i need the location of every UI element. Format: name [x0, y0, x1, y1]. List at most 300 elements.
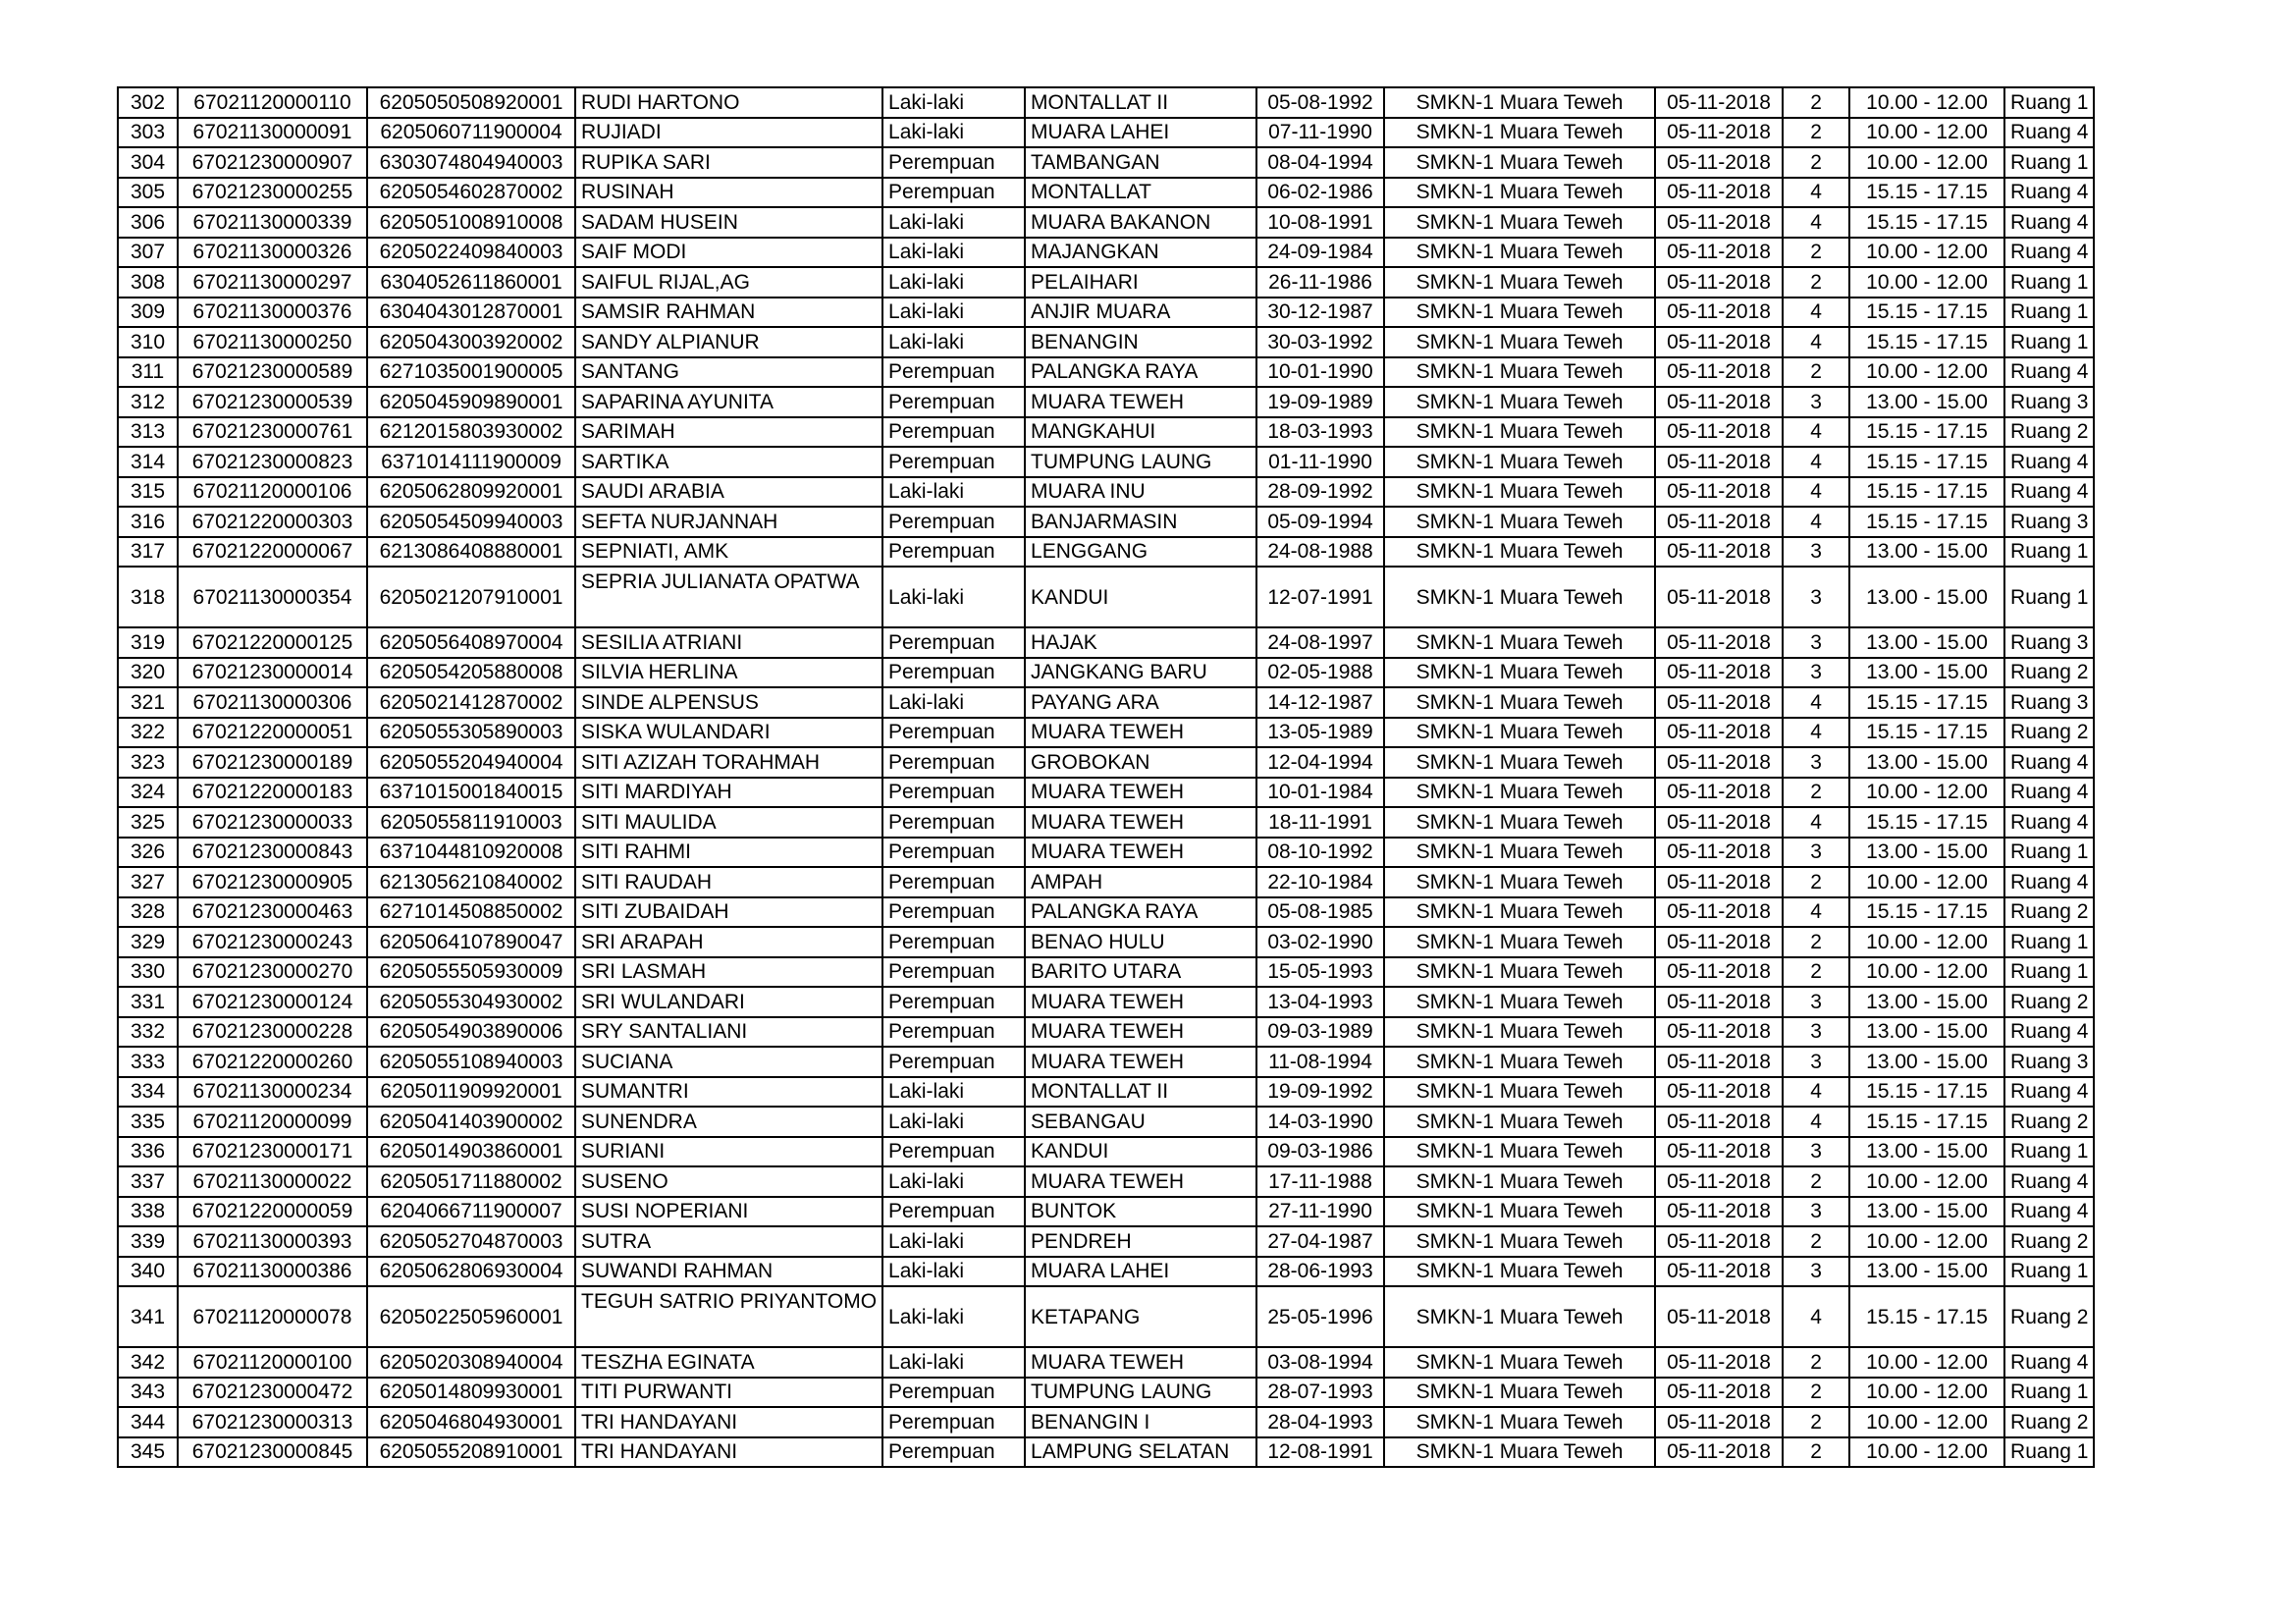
session-time-cell: 15.15 - 17.15: [1849, 507, 2004, 537]
participant-number-cell: 67021130000326: [178, 238, 367, 268]
participant-name-cell: SEFTA NURJANNAH: [575, 507, 882, 537]
row-number-cell: 326: [118, 838, 178, 868]
birth-place-cell: PAYANG ARA: [1025, 687, 1256, 718]
exam-date-cell: 05-11-2018: [1655, 747, 1783, 778]
participant-name-cell: SITI RAUDAH: [575, 867, 882, 897]
session-cell: 2: [1783, 1407, 1849, 1437]
row-number-cell: 324: [118, 778, 178, 808]
room-cell: Ruang 4: [2004, 477, 2094, 508]
row-number-cell: 336: [118, 1137, 178, 1167]
birth-date-cell: 02-05-1988: [1256, 658, 1384, 688]
birth-date-cell: 13-05-1989: [1256, 718, 1384, 748]
exam-date-cell: 05-11-2018: [1655, 1378, 1783, 1408]
table-row: [118, 778, 2094, 808]
row-number-cell: 315: [118, 477, 178, 508]
session-cell: 3: [1783, 1017, 1849, 1048]
exam-location-cell: SMKN-1 Muara Teweh: [1384, 447, 1655, 477]
birth-place-cell: SEBANGAU: [1025, 1107, 1256, 1137]
nik-cell: 6212015803930002: [367, 417, 575, 448]
gender-cell: Laki-laki: [882, 687, 1025, 718]
birth-date-cell: 24-08-1997: [1256, 627, 1384, 658]
participant-number-cell: 67021130000234: [178, 1077, 367, 1108]
participant-number-cell: 67021230000171: [178, 1137, 367, 1167]
birth-place-cell: MONTALLAT II: [1025, 1077, 1256, 1108]
participant-number-cell: 67021120000078: [178, 1286, 367, 1347]
exam-location-cell: SMKN-1 Muara Teweh: [1384, 238, 1655, 268]
birth-date-cell: 11-08-1994: [1256, 1047, 1384, 1077]
session-time-cell: 15.15 - 17.15: [1849, 687, 2004, 718]
exam-date-cell: 05-11-2018: [1655, 778, 1783, 808]
room-cell: Ruang 1: [2004, 1257, 2094, 1287]
session-cell: 4: [1783, 298, 1849, 328]
birth-place-cell: MUARA TEWEH: [1025, 838, 1256, 868]
birth-date-cell: 09-03-1986: [1256, 1137, 1384, 1167]
birth-place-cell: BENANGIN I: [1025, 1407, 1256, 1437]
session-time-cell: 15.15 - 17.15: [1849, 447, 2004, 477]
session-cell: 3: [1783, 627, 1849, 658]
gender-cell: Laki-laki: [882, 298, 1025, 328]
table-row: [118, 897, 2094, 928]
session-cell: 2: [1783, 1437, 1849, 1468]
birth-date-cell: 05-08-1985: [1256, 897, 1384, 928]
participant-name-cell: TRI HANDAYANI: [575, 1437, 882, 1468]
room-cell: Ruang 4: [2004, 1197, 2094, 1227]
exam-date-cell: 05-11-2018: [1655, 298, 1783, 328]
table-row: [118, 417, 2094, 448]
exam-location-cell: SMKN-1 Muara Teweh: [1384, 1137, 1655, 1167]
room-cell: Ruang 3: [2004, 1047, 2094, 1077]
session-time-cell: 13.00 - 15.00: [1849, 1137, 2004, 1167]
table-row: [118, 1286, 2094, 1347]
room-cell: Ruang 4: [2004, 1077, 2094, 1108]
table-row: [118, 838, 2094, 868]
participant-name-cell: SITI RAHMI: [575, 838, 882, 868]
participant-number-cell: 67021130000386: [178, 1257, 367, 1287]
participant-name-cell: SITI MAULIDA: [575, 807, 882, 838]
session-time-cell: 15.15 - 17.15: [1849, 417, 2004, 448]
table-row: [118, 687, 2094, 718]
exam-date-cell: 05-11-2018: [1655, 1166, 1783, 1197]
exam-date-cell: 05-11-2018: [1655, 987, 1783, 1017]
participant-name-cell: SAPARINA AYUNITA: [575, 387, 882, 417]
table-row: [118, 957, 2094, 988]
exam-date-cell: 05-11-2018: [1655, 1017, 1783, 1048]
row-number-cell: 313: [118, 417, 178, 448]
birth-date-cell: 25-05-1996: [1256, 1286, 1384, 1347]
birth-date-cell: 10-01-1984: [1256, 778, 1384, 808]
session-time-cell: 13.00 - 15.00: [1849, 567, 2004, 627]
exam-date-cell: 05-11-2018: [1655, 1137, 1783, 1167]
exam-location-cell: SMKN-1 Muara Teweh: [1384, 1347, 1655, 1378]
exam-date-cell: 05-11-2018: [1655, 207, 1783, 238]
row-number-cell: 338: [118, 1197, 178, 1227]
nik-cell: 6205020308940004: [367, 1347, 575, 1378]
session-cell: 4: [1783, 1077, 1849, 1108]
birth-date-cell: 09-03-1989: [1256, 1017, 1384, 1048]
birth-place-cell: BENAO HULU: [1025, 927, 1256, 957]
exam-location-cell: SMKN-1 Muara Teweh: [1384, 417, 1655, 448]
birth-date-cell: 03-08-1994: [1256, 1347, 1384, 1378]
session-time-cell: 10.00 - 12.00: [1849, 87, 2004, 118]
session-cell: 4: [1783, 447, 1849, 477]
participant-number-cell: 67021130000393: [178, 1226, 367, 1257]
exam-location-cell: SMKN-1 Muara Teweh: [1384, 357, 1655, 388]
exam-location-cell: SMKN-1 Muara Teweh: [1384, 838, 1655, 868]
birth-date-cell: 12-07-1991: [1256, 567, 1384, 627]
exam-date-cell: 05-11-2018: [1655, 178, 1783, 208]
participant-number-cell: 67021220000125: [178, 627, 367, 658]
gender-cell: Perempuan: [882, 807, 1025, 838]
exam-date-cell: 05-11-2018: [1655, 238, 1783, 268]
exam-date-cell: 05-11-2018: [1655, 417, 1783, 448]
exam-date-cell: 05-11-2018: [1655, 807, 1783, 838]
exam-location-cell: SMKN-1 Muara Teweh: [1384, 807, 1655, 838]
room-cell: Ruang 4: [2004, 447, 2094, 477]
birth-place-cell: MUARA TEWEH: [1025, 987, 1256, 1017]
table-row: [118, 718, 2094, 748]
row-number-cell: 304: [118, 147, 178, 178]
gender-cell: Perempuan: [882, 507, 1025, 537]
participant-number-cell: 67021130000354: [178, 567, 367, 627]
room-cell: Ruang 3: [2004, 687, 2094, 718]
session-time-cell: 15.15 - 17.15: [1849, 718, 2004, 748]
session-cell: 2: [1783, 147, 1849, 178]
exam-location-cell: SMKN-1 Muara Teweh: [1384, 178, 1655, 208]
exam-location-cell: SMKN-1 Muara Teweh: [1384, 118, 1655, 148]
session-cell: 2: [1783, 1226, 1849, 1257]
participant-name-cell: SESILIA ATRIANI: [575, 627, 882, 658]
row-number-cell: 305: [118, 178, 178, 208]
gender-cell: Perempuan: [882, 838, 1025, 868]
participant-name-cell: SAIFUL RIJAL,AG: [575, 267, 882, 298]
nik-cell: 6205021412870002: [367, 687, 575, 718]
birth-place-cell: MUARA LAHEI: [1025, 1257, 1256, 1287]
room-cell: Ruang 4: [2004, 118, 2094, 148]
nik-cell: 6205022505960001: [367, 1286, 575, 1347]
room-cell: Ruang 3: [2004, 507, 2094, 537]
table-row: [118, 298, 2094, 328]
birth-place-cell: KANDUI: [1025, 1137, 1256, 1167]
exam-location-cell: SMKN-1 Muara Teweh: [1384, 1077, 1655, 1108]
exam-date-cell: 05-11-2018: [1655, 147, 1783, 178]
room-cell: Ruang 1: [2004, 298, 2094, 328]
gender-cell: Perempuan: [882, 1017, 1025, 1048]
gender-cell: Perempuan: [882, 658, 1025, 688]
row-number-cell: 323: [118, 747, 178, 778]
nik-cell: 6205045909890001: [367, 387, 575, 417]
room-cell: Ruang 4: [2004, 747, 2094, 778]
row-number-cell: 332: [118, 1017, 178, 1048]
nik-cell: 6205056408970004: [367, 627, 575, 658]
row-number-cell: 309: [118, 298, 178, 328]
session-cell: 2: [1783, 867, 1849, 897]
gender-cell: Laki-laki: [882, 207, 1025, 238]
birth-place-cell: MUARA TEWEH: [1025, 1017, 1256, 1048]
table-row: [118, 1166, 2094, 1197]
birth-place-cell: KETAPANG: [1025, 1286, 1256, 1347]
participant-name-cell: SISKA WULANDARI: [575, 718, 882, 748]
birth-place-cell: MUARA TEWEH: [1025, 387, 1256, 417]
exam-location-cell: SMKN-1 Muara Teweh: [1384, 1257, 1655, 1287]
birth-date-cell: 24-08-1988: [1256, 537, 1384, 568]
participant-name-cell: SUSI NOPERIANI: [575, 1197, 882, 1227]
room-cell: Ruang 1: [2004, 147, 2094, 178]
exam-location-cell: SMKN-1 Muara Teweh: [1384, 327, 1655, 357]
session-time-cell: 10.00 - 12.00: [1849, 357, 2004, 388]
birth-date-cell: 28-09-1992: [1256, 477, 1384, 508]
session-time-cell: 15.15 - 17.15: [1849, 807, 2004, 838]
session-time-cell: 10.00 - 12.00: [1849, 1347, 2004, 1378]
birth-place-cell: TUMPUNG LAUNG: [1025, 447, 1256, 477]
exam-date-cell: 05-11-2018: [1655, 1407, 1783, 1437]
row-number-cell: 329: [118, 927, 178, 957]
nik-cell: 6205060711900004: [367, 118, 575, 148]
session-time-cell: 10.00 - 12.00: [1849, 118, 2004, 148]
nik-cell: 6371015001840015: [367, 778, 575, 808]
gender-cell: Laki-laki: [882, 1077, 1025, 1108]
participant-name-cell: SAMSIR RAHMAN: [575, 298, 882, 328]
row-number-cell: 319: [118, 627, 178, 658]
exam-date-cell: 05-11-2018: [1655, 537, 1783, 568]
birth-date-cell: 14-12-1987: [1256, 687, 1384, 718]
gender-cell: Perempuan: [882, 867, 1025, 897]
participant-name-cell: SRI LASMAH: [575, 957, 882, 988]
table-row: [118, 537, 2094, 568]
birth-date-cell: 05-08-1992: [1256, 87, 1384, 118]
participant-name-cell: SILVIA HERLINA: [575, 658, 882, 688]
participant-number-cell: 67021220000303: [178, 507, 367, 537]
session-cell: 3: [1783, 1197, 1849, 1227]
participant-number-cell: 67021230000761: [178, 417, 367, 448]
table-row: [118, 927, 2094, 957]
room-cell: Ruang 1: [2004, 327, 2094, 357]
participant-number-cell: 67021130000376: [178, 298, 367, 328]
exam-date-cell: 05-11-2018: [1655, 387, 1783, 417]
row-number-cell: 344: [118, 1407, 178, 1437]
room-cell: Ruang 2: [2004, 417, 2094, 448]
room-cell: Ruang 4: [2004, 238, 2094, 268]
nik-cell: 6304043012870001: [367, 298, 575, 328]
birth-place-cell: KANDUI: [1025, 567, 1256, 627]
exam-location-cell: SMKN-1 Muara Teweh: [1384, 867, 1655, 897]
exam-location-cell: SMKN-1 Muara Teweh: [1384, 477, 1655, 508]
session-time-cell: 13.00 - 15.00: [1849, 627, 2004, 658]
birth-date-cell: 07-11-1990: [1256, 118, 1384, 148]
session-cell: 2: [1783, 267, 1849, 298]
room-cell: Ruang 4: [2004, 207, 2094, 238]
row-number-cell: 316: [118, 507, 178, 537]
session-time-cell: 10.00 - 12.00: [1849, 1407, 2004, 1437]
room-cell: Ruang 3: [2004, 387, 2094, 417]
exam-location-cell: SMKN-1 Muara Teweh: [1384, 747, 1655, 778]
participant-name-cell: TEGUH SATRIO PRIYANTOMO: [575, 1286, 882, 1347]
birth-place-cell: PALANGKA RAYA: [1025, 897, 1256, 928]
birth-date-cell: 18-03-1993: [1256, 417, 1384, 448]
gender-cell: Perempuan: [882, 1047, 1025, 1077]
birth-place-cell: MANGKAHUI: [1025, 417, 1256, 448]
gender-cell: Laki-laki: [882, 267, 1025, 298]
nik-cell: 6271014508850002: [367, 897, 575, 928]
nik-cell: 6205014809930001: [367, 1378, 575, 1408]
gender-cell: Laki-laki: [882, 1257, 1025, 1287]
gender-cell: Laki-laki: [882, 1166, 1025, 1197]
birth-place-cell: BENANGIN: [1025, 327, 1256, 357]
row-number-cell: 311: [118, 357, 178, 388]
birth-place-cell: PALANGKA RAYA: [1025, 357, 1256, 388]
gender-cell: Perempuan: [882, 957, 1025, 988]
participant-name-cell: SEPNIATI, AMK: [575, 537, 882, 568]
session-time-cell: 10.00 - 12.00: [1849, 927, 2004, 957]
room-cell: Ruang 1: [2004, 1137, 2094, 1167]
participant-name-cell: SINDE ALPENSUS: [575, 687, 882, 718]
birth-date-cell: 26-11-1986: [1256, 267, 1384, 298]
participant-name-cell: SARTIKA: [575, 447, 882, 477]
participant-name-cell: SAUDI ARABIA: [575, 477, 882, 508]
table-row: [118, 1017, 2094, 1048]
table-row: [118, 238, 2094, 268]
gender-cell: Perempuan: [882, 417, 1025, 448]
room-cell: Ruang 1: [2004, 838, 2094, 868]
row-number-cell: 321: [118, 687, 178, 718]
exam-location-cell: SMKN-1 Muara Teweh: [1384, 987, 1655, 1017]
birth-place-cell: PELAIHARI: [1025, 267, 1256, 298]
room-cell: Ruang 3: [2004, 627, 2094, 658]
birth-place-cell: MUARA TEWEH: [1025, 1347, 1256, 1378]
row-number-cell: 340: [118, 1257, 178, 1287]
participant-number-cell: 67021230000189: [178, 747, 367, 778]
birth-date-cell: 19-09-1992: [1256, 1077, 1384, 1108]
exam-location-cell: SMKN-1 Muara Teweh: [1384, 1378, 1655, 1408]
row-number-cell: 333: [118, 1047, 178, 1077]
row-number-cell: 314: [118, 447, 178, 477]
exam-location-cell: SMKN-1 Muara Teweh: [1384, 1286, 1655, 1347]
participant-number-cell: 67021230000905: [178, 867, 367, 897]
nik-cell: 6205014903860001: [367, 1137, 575, 1167]
gender-cell: Laki-laki: [882, 118, 1025, 148]
birth-place-cell: GROBOKAN: [1025, 747, 1256, 778]
session-cell: 4: [1783, 507, 1849, 537]
gender-cell: Perempuan: [882, 627, 1025, 658]
table-row: [118, 1226, 2094, 1257]
participant-number-cell: 67021220000067: [178, 537, 367, 568]
participant-name-cell: RUPIKA SARI: [575, 147, 882, 178]
exam-date-cell: 05-11-2018: [1655, 267, 1783, 298]
nik-cell: 6205062806930004: [367, 1257, 575, 1287]
table-row: [118, 867, 2094, 897]
participant-name-cell: SRY SANTALIANI: [575, 1017, 882, 1048]
session-cell: 3: [1783, 1137, 1849, 1167]
exam-location-cell: SMKN-1 Muara Teweh: [1384, 267, 1655, 298]
participant-number-cell: 67021230000270: [178, 957, 367, 988]
exam-location-cell: SMKN-1 Muara Teweh: [1384, 687, 1655, 718]
participant-name-cell: TESZHA EGINATA: [575, 1347, 882, 1378]
session-cell: 4: [1783, 1286, 1849, 1347]
participant-number-cell: 67021230000539: [178, 387, 367, 417]
table-row: [118, 387, 2094, 417]
session-cell: 2: [1783, 1378, 1849, 1408]
session-time-cell: 13.00 - 15.00: [1849, 1257, 2004, 1287]
row-number-cell: 335: [118, 1107, 178, 1137]
participant-number-cell: 67021230000845: [178, 1437, 367, 1468]
session-cell: 4: [1783, 417, 1849, 448]
session-cell: 4: [1783, 718, 1849, 748]
exam-date-cell: 05-11-2018: [1655, 327, 1783, 357]
row-number-cell: 337: [118, 1166, 178, 1197]
session-cell: 3: [1783, 537, 1849, 568]
table-row: [118, 178, 2094, 208]
birth-place-cell: MUARA TEWEH: [1025, 1047, 1256, 1077]
row-number-cell: 308: [118, 267, 178, 298]
session-cell: 4: [1783, 897, 1849, 928]
participant-name-cell: SADAM HUSEIN: [575, 207, 882, 238]
table-row: [118, 327, 2094, 357]
birth-date-cell: 10-01-1990: [1256, 357, 1384, 388]
session-time-cell: 13.00 - 15.00: [1849, 987, 2004, 1017]
participant-number-cell: 67021230000243: [178, 927, 367, 957]
participant-name-cell: SURIANI: [575, 1137, 882, 1167]
table-row: [118, 207, 2094, 238]
exam-date-cell: 05-11-2018: [1655, 927, 1783, 957]
table-row: [118, 807, 2094, 838]
gender-cell: Laki-laki: [882, 238, 1025, 268]
participant-number-cell: 67021230000014: [178, 658, 367, 688]
table-row: [118, 1137, 2094, 1167]
exam-date-cell: 05-11-2018: [1655, 687, 1783, 718]
exam-date-cell: 05-11-2018: [1655, 1286, 1783, 1347]
nik-cell: 6205054205880008: [367, 658, 575, 688]
gender-cell: Perempuan: [882, 747, 1025, 778]
exam-date-cell: 05-11-2018: [1655, 1257, 1783, 1287]
participant-number-cell: 67021120000110: [178, 87, 367, 118]
session-time-cell: 15.15 - 17.15: [1849, 298, 2004, 328]
nik-cell: 6205062809920001: [367, 477, 575, 508]
participant-name-cell: SUNENDRA: [575, 1107, 882, 1137]
nik-cell: 6205022409840003: [367, 238, 575, 268]
participant-number-cell: 67021130000250: [178, 327, 367, 357]
row-number-cell: 318: [118, 567, 178, 627]
exam-location-cell: SMKN-1 Muara Teweh: [1384, 1107, 1655, 1137]
gender-cell: Perempuan: [882, 537, 1025, 568]
session-cell: 3: [1783, 1047, 1849, 1077]
session-cell: 3: [1783, 838, 1849, 868]
table-row: [118, 1378, 2094, 1408]
birth-date-cell: 06-02-1986: [1256, 178, 1384, 208]
gender-cell: Perempuan: [882, 897, 1025, 928]
nik-cell: 6205052704870003: [367, 1226, 575, 1257]
exam-date-cell: 05-11-2018: [1655, 1077, 1783, 1108]
participant-name-cell: RUDI HARTONO: [575, 87, 882, 118]
session-time-cell: 13.00 - 15.00: [1849, 747, 2004, 778]
row-number-cell: 343: [118, 1378, 178, 1408]
exam-date-cell: 05-11-2018: [1655, 87, 1783, 118]
session-time-cell: 10.00 - 12.00: [1849, 1378, 2004, 1408]
participant-number-cell: 67021130000339: [178, 207, 367, 238]
room-cell: Ruang 2: [2004, 1286, 2094, 1347]
room-cell: Ruang 1: [2004, 1378, 2094, 1408]
participant-number-cell: 67021230000255: [178, 178, 367, 208]
exam-location-cell: SMKN-1 Muara Teweh: [1384, 207, 1655, 238]
birth-date-cell: 12-08-1991: [1256, 1437, 1384, 1468]
session-cell: 3: [1783, 987, 1849, 1017]
table-row: [118, 1347, 2094, 1378]
gender-cell: Perempuan: [882, 447, 1025, 477]
table-row: [118, 147, 2094, 178]
birth-place-cell: MAJANGKAN: [1025, 238, 1256, 268]
row-number-cell: 303: [118, 118, 178, 148]
participant-name-cell: RUJIADI: [575, 118, 882, 148]
birth-date-cell: 27-11-1990: [1256, 1197, 1384, 1227]
birth-place-cell: PENDREH: [1025, 1226, 1256, 1257]
